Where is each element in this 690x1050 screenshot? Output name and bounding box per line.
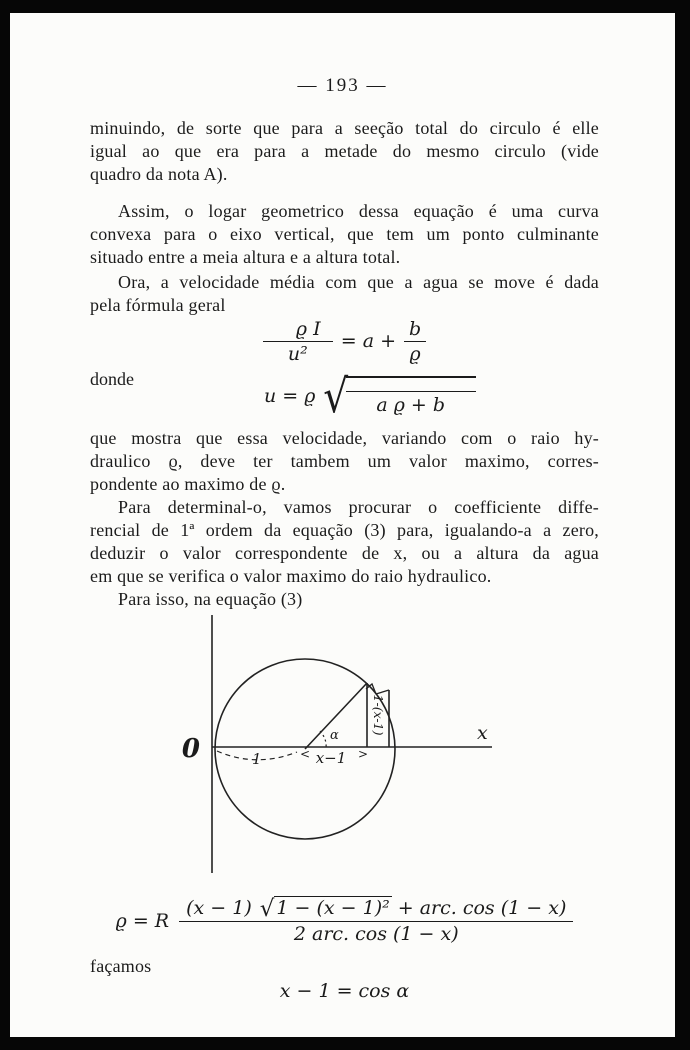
word-donde: donde xyxy=(90,369,134,389)
figure-circle-diagram xyxy=(10,601,675,873)
paragraph-assim xyxy=(90,200,599,269)
formula-u-equals: u = ϱ √ a ϱ + b xyxy=(264,373,476,419)
book-page xyxy=(10,13,675,1037)
text-line: convexa para o eixo vertical, que tem um ponto culminante xyxy=(90,224,599,244)
page-number: — 193 — xyxy=(297,75,388,96)
donde-and-formula-row xyxy=(90,365,599,421)
angle-label: α xyxy=(330,728,339,743)
text-line: situado entre a meia altura e a altura total. xyxy=(90,247,401,267)
text-line: pondente ao maximo de ϱ. xyxy=(90,474,286,494)
angle-arc xyxy=(320,731,326,748)
text-line: igual ao que era para a metade do mesmo circulo (vide xyxy=(90,141,599,161)
unit-radius-label: 1 xyxy=(252,750,262,768)
origin-label: 0 xyxy=(181,734,200,764)
base-segment-label: x−1 xyxy=(315,749,347,767)
text-line: que mostra que essa velocidade, variando com o raio hy- xyxy=(90,428,599,448)
text-line: draulico ϱ, deve ter tambem um valor maximo, corres- xyxy=(90,451,599,471)
text-line: minuindo, de sorte que para a seeção total do circulo é elle xyxy=(90,118,599,138)
rotated-radical-hook xyxy=(366,684,389,694)
text-line: rencial de 1ª ordem da equação (3) para, igualando-a a zero, xyxy=(90,520,599,540)
text-line: deduzir o valor correspondente de x, ou a altura da agua xyxy=(90,543,599,563)
formula-x-minus-1: x − 1 = cos α xyxy=(279,980,410,1002)
ordinate-label: 1-(x-1) xyxy=(371,694,386,736)
big-fraction: $\frac{\text{(x − 1) √ 1 − (x − 1)² + arc. cos (1 − x)}}{\text{2 arc. cos (1 − x)}}$ xyxy=(179,897,573,945)
text-line: Ora, a velocidade média com que a agua se move é dada xyxy=(118,272,599,292)
paragraph-ora xyxy=(90,271,599,317)
x-axis-label: x xyxy=(477,722,488,744)
text-line: Para determinal-o, vamos procurar o coefficiente diffe- xyxy=(118,497,599,517)
paragraph-para-determinal xyxy=(90,496,599,588)
word-facamos: façamos xyxy=(90,956,152,976)
fraction-b-rho: $\frac{b}{ϱ}$ xyxy=(404,318,426,365)
radical-fraction: a ϱ + b xyxy=(346,376,476,416)
text-line: em que se verifica o valor maximo do raio hydraulico. xyxy=(90,566,492,586)
formula-rho-equals-R: ϱ = R $\frac{\text{(x − 1) √ 1 − (x − 1)² + arc. cos (1 − x)}}{\text{2 arc. cos (1 − x)}}$ xyxy=(90,895,599,947)
formula-rho-over-u2: $\frac{\text{ϱ I}}{\text{u²}}$ = a + $\frac{b}{ϱ}$ xyxy=(90,317,599,365)
text-line: Assim, o logar geometrico dessa equação é uma curva xyxy=(118,201,599,221)
right-arrow-glyph: > xyxy=(358,747,369,761)
text-line: quadro da nota A). xyxy=(90,164,228,184)
radical-sign: √ xyxy=(323,369,349,423)
radical-sign: √ xyxy=(259,896,275,922)
text-line: pela fórmula geral xyxy=(90,295,226,315)
left-arrow-glyph: < xyxy=(300,747,311,761)
paragraph-que-mostra xyxy=(90,427,599,496)
text-line: Para isso, na equação (3) xyxy=(118,589,303,609)
paragraph-minuindo xyxy=(90,117,599,186)
fraction-rhoI-u2: $\frac{\text{ϱ I}}{\text{u²}}$ xyxy=(263,318,333,365)
